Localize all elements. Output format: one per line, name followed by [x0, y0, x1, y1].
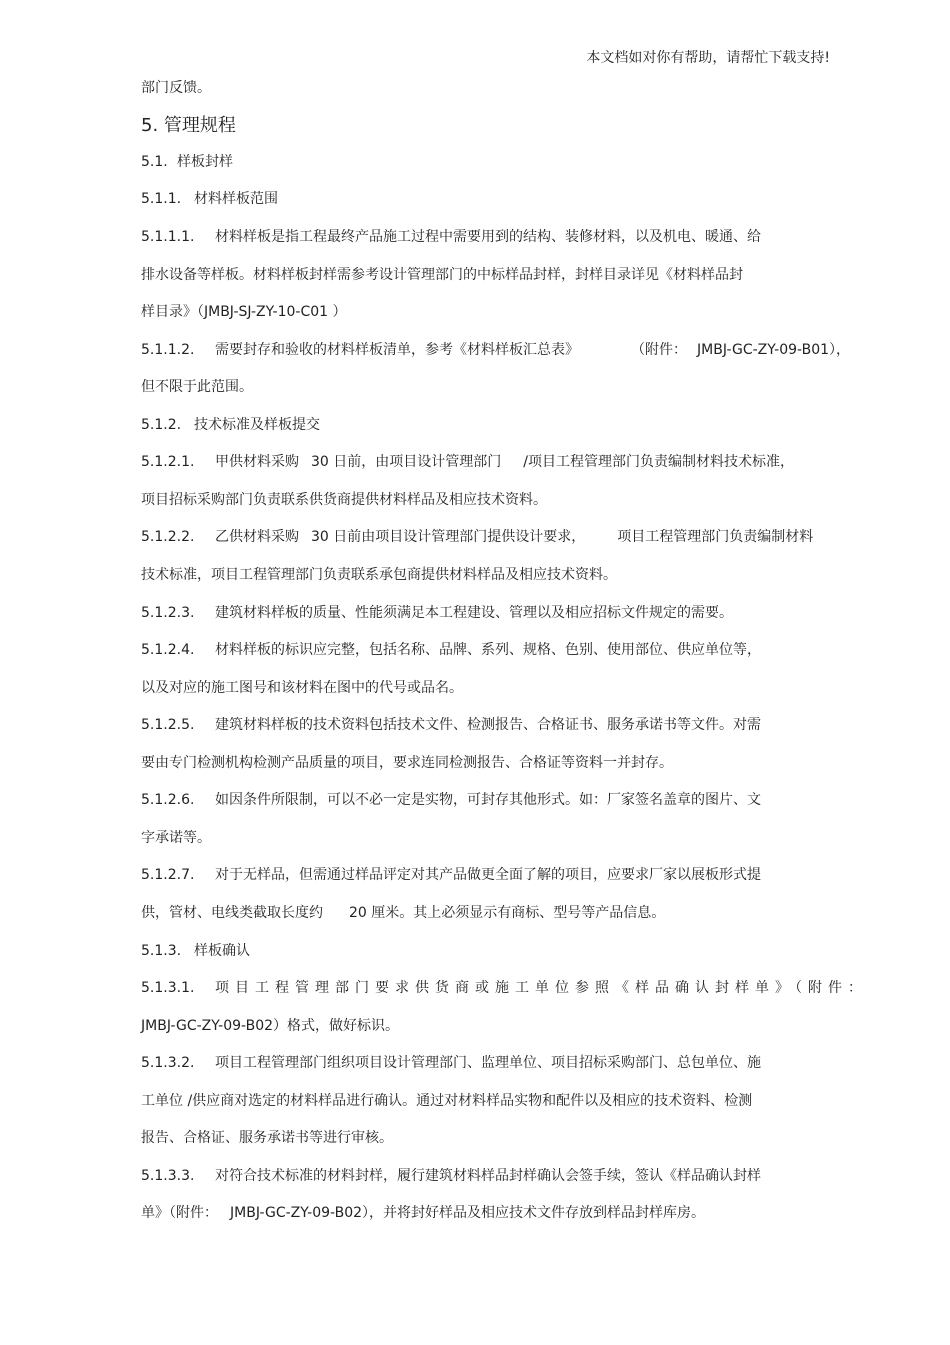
clause-text: 建筑材料样板的技术资料包括技术文件、检测报告、合格证书、服务承诺书等文件。对需 [215, 717, 761, 733]
clause-text: 对于无样品，但需通过样品评定对其产品做更全面了解的项目，应要求厂家以展板形式提 [215, 867, 761, 883]
clause-title: 技术标准及样板提交 [194, 417, 320, 433]
text-segment: JMBJ-GC-ZY-09-B02），并将封好样品及相应技术文件存放到样品封样库房。 [230, 1205, 706, 1221]
clause-line [141, 1166, 761, 1186]
clause-number: 5.1.2.3. [141, 605, 195, 621]
clause-text: 对符合技术标准的材料封样，履行建筑材料样品封样确认会签手续，签认《样品确认封样 [215, 1168, 761, 1184]
clause-line [141, 603, 733, 623]
clause-text: 如因条件所限制，可以不必一定是实物，可封存其他形式。如：厂家签名盖章的图片、文 [215, 792, 761, 808]
clause-text: 项目工程管理部门要求供货商或施工单位参照《样品确认封样单》（附件： [215, 980, 868, 996]
text-line [141, 903, 665, 923]
text-line: 但不限于此范围。 [141, 379, 253, 395]
text-line: 报告、合格证、服务承诺书等进行审核。 [141, 1130, 393, 1146]
clause-text: 建筑材料样板的质量、性能须满足本工程建设、管理以及相应招标文件规定的需要。 [215, 605, 733, 621]
clause-line [141, 1053, 761, 1073]
clause-number: 5.1.2.2. [141, 529, 195, 545]
text-line: 项目招标采购部门负责联系供货商提供材料样品及相应技术资料。 [141, 492, 547, 508]
text-segment: 供，管材、电线类截取长度约 [141, 905, 323, 921]
clause-line [141, 978, 868, 998]
clause-number: 5.1.2.6. [141, 792, 195, 808]
clause-line [141, 865, 761, 885]
clause-text: （附件： [631, 342, 687, 358]
text-segment: 20 厘米。其上必须显示有商标、型号等产品信息。 [349, 905, 666, 921]
text-line: 以及对应的施工图号和该材料在图中的代号或品名。 [141, 680, 463, 696]
clause-text: 项目工程管理部门组织项目设计管理部门、监理单位、项目招标采购部门、总包单位、施 [215, 1055, 761, 1071]
clause-title: 样板确认 [194, 943, 250, 959]
clause-text: 30 日前，由项目设计管理部门 [311, 454, 502, 470]
clause-line [141, 527, 813, 547]
clause-title: 材料样板范围 [194, 191, 278, 207]
clause-line [141, 452, 794, 472]
subsection-heading [141, 189, 278, 209]
clause-text: 材料样板的标识应完整，包括名称、品牌、系列、规格、色别、使用部位、供应单位等， [215, 642, 761, 658]
text-line: 部门反馈。 [141, 80, 211, 96]
clause-line [141, 790, 761, 810]
clause-number: 5.1. [141, 154, 168, 170]
document-code: JMBJ-GC-ZY-09-B01）， [697, 342, 851, 358]
text-line: 要由专门检测机构检测产品质量的项目，要求连同检测报告、合格证等资料一并封存。 [141, 755, 673, 771]
header-note: 本文档如对你有帮助，请帮忙下载支持! [586, 50, 830, 66]
text-line: 排水设备等样板。材料样板封样需参考设计管理部门的中标样品封样，封样目录详见《材料样品封 [141, 267, 743, 283]
clause-number: 5.1.2. [141, 417, 182, 433]
section-heading: 5. 管理规程 [141, 115, 236, 136]
text-line: 样目录》（JMBJ-SJ-ZY-10-C01 ） [141, 304, 347, 320]
clause-number: 5.1.2.7. [141, 867, 195, 883]
text-line [141, 1203, 705, 1223]
clause-number: 5.1.3.2. [141, 1055, 195, 1071]
clause-line [141, 715, 761, 735]
clause-text: 材料样板是指工程最终产品施工过程中需要用到的结构、装修材料，以及机电、暖通、给 [215, 229, 761, 245]
text-line: 工单位 /供应商对选定的材料样品进行确认。通过对材料样品实物和配件以及相应的技术资料、检测 [141, 1093, 753, 1109]
text-line: 技术标准，项目工程管理部门负责联系承包商提供材料样品及相应技术资料。 [141, 567, 617, 583]
clause-number: 5.1.1.1. [141, 229, 195, 245]
clause-text: 30 日前由项目设计管理部门提供设计要求， [311, 529, 586, 545]
clause-number: 5.1.1. [141, 191, 182, 207]
subsection-heading [141, 941, 250, 961]
text-segment: 单》（附件： [141, 1205, 218, 1221]
clause-line [141, 340, 850, 360]
clause-title: 样板封样 [177, 154, 233, 170]
clause-number: 5.1.2.5. [141, 717, 195, 733]
text-line: 字承诺等。 [141, 830, 211, 846]
text-line: JMBJ-GC-ZY-09-B02）格式，做好标识。 [141, 1018, 400, 1034]
subsection-heading [141, 152, 233, 172]
clause-number: 5.1.3.1. [141, 980, 195, 996]
clause-number: 5.1.3.3. [141, 1168, 195, 1184]
clause-text: 项目工程管理部门负责编制材料 [617, 529, 814, 545]
clause-text: 需要封存和验收的材料样板清单，参考《材料样板汇总表》 [215, 342, 579, 358]
clause-number: 5.1.2.4. [141, 642, 195, 658]
clause-text: 甲供材料采购 [215, 454, 299, 470]
clause-number: 5.1.3. [141, 943, 182, 959]
clause-line [141, 640, 761, 660]
clause-line [141, 227, 761, 247]
clause-number: 5.1.2.1. [141, 454, 195, 470]
clause-number: 5.1.1.2. [141, 342, 195, 358]
clause-text: 乙供材料采购 [215, 529, 299, 545]
subsection-heading [141, 415, 320, 435]
clause-text: /项目工程管理部门负责编制材料技术标准， [523, 454, 794, 470]
